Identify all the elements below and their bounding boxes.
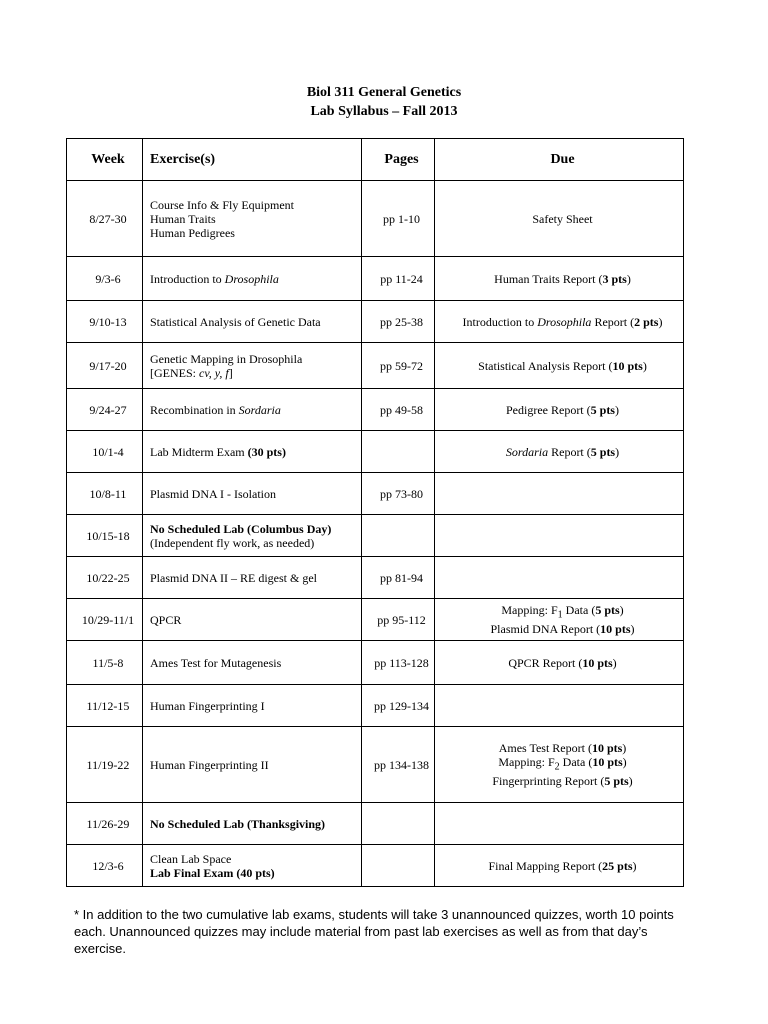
header-exercise: Exercise(s) (143, 139, 362, 181)
pages-cell (362, 515, 435, 557)
footnote: * In addition to the two cumulative lab exams, students will take 3 unannounced quizzes, worth 10 points each. Unannounced quizzes may include material from past lab exercises as well as from that day’s exercise. (74, 907, 674, 956)
due-line (442, 622, 683, 636)
due-cell: Safety Sheet (435, 181, 684, 257)
exercise-bold-line: Lab Final Exam (40 pts) (150, 865, 275, 880)
due-text: Mapping: F (501, 602, 558, 617)
table-row (67, 301, 684, 343)
exercise-bold-line: No Scheduled Lab (Columbus Day) (150, 521, 332, 536)
week-cell: 9/17-20 (67, 343, 143, 389)
due-text: Fingerprinting Report ( (492, 774, 605, 789)
due-italic: Sordaria (505, 444, 549, 459)
exercise-line: (Independent fly work, as needed) (150, 535, 315, 550)
week-cell: 11/26-29 (67, 803, 143, 845)
exercise-cell: Plasmid DNA I - Isolation (143, 473, 362, 515)
pages-cell: pp 49-58 (362, 389, 435, 431)
due-text: ) (622, 754, 627, 769)
due-text: ) (615, 444, 620, 459)
exercise-line: Course Info & Fly Equipment (150, 197, 294, 212)
due-cell (435, 845, 684, 887)
pages-cell (362, 845, 435, 887)
due-points: 5 pts (595, 602, 620, 617)
pages-cell: pp 25-38 (362, 301, 435, 343)
table-row (67, 845, 684, 887)
due-text: ) (626, 271, 631, 286)
due-points: 5 pts (590, 402, 615, 417)
header-week: Week (67, 139, 143, 181)
table-row (67, 557, 684, 599)
exercise-cell: Human Fingerprinting II (143, 727, 362, 803)
exercise-cell (143, 845, 362, 887)
exercise-cell (143, 389, 362, 431)
document-title: Biol 311 General Genetics (306, 85, 462, 100)
exercise-line: Human Traits (150, 211, 216, 226)
due-text: Pedigree Report ( (506, 402, 591, 417)
table-row (67, 343, 684, 389)
due-cell (435, 473, 684, 515)
week-cell: 10/1-4 (67, 431, 143, 473)
due-cell (435, 515, 684, 557)
due-line (442, 741, 683, 755)
table-row (67, 389, 684, 431)
due-text: ) (628, 774, 633, 789)
pages-cell: pp 11-24 (362, 257, 435, 301)
exercise-line: Human Pedigrees (150, 225, 235, 240)
header-due: Due (435, 139, 684, 181)
exercise-text: Recombination in (150, 402, 239, 417)
exercise-italic: Drosophila (224, 271, 279, 286)
due-text: ) (619, 602, 624, 617)
due-cell (435, 803, 684, 845)
due-text: ) (632, 858, 637, 873)
due-points: 10 pts (600, 622, 631, 637)
exercise-line: Clean Lab Space (150, 851, 232, 866)
exercise-cell: Plasmid DNA II – RE digest & gel (143, 557, 362, 599)
week-cell: 10/29-11/1 (67, 599, 143, 641)
due-text: Human Traits Report ( (494, 271, 603, 286)
due-text: Report ( (591, 314, 635, 329)
due-text: Introduction to (462, 314, 538, 329)
due-line (442, 774, 683, 788)
exercise-italic: cv, y, f (199, 365, 229, 380)
exercise-cell (143, 431, 362, 473)
due-text: QPCR Report ( (508, 655, 583, 670)
due-cell (435, 389, 684, 431)
exercise-text: Introduction to (150, 271, 225, 286)
due-cell (435, 727, 684, 803)
exercise-line (150, 366, 361, 380)
week-cell: 9/3-6 (67, 257, 143, 301)
week-cell: 11/5-8 (67, 641, 143, 685)
pages-cell: pp 1-10 (362, 181, 435, 257)
due-text: ) (614, 402, 619, 417)
exercise-text: ] (228, 365, 233, 380)
due-points: 10 pts (591, 740, 623, 755)
due-cell (435, 343, 684, 389)
due-cell (435, 557, 684, 599)
pages-cell: pp 113-128 (362, 641, 435, 685)
exercise-italic: Sordaria (238, 402, 281, 417)
pages-cell (362, 803, 435, 845)
due-points: 10 pts (582, 655, 613, 670)
due-subscript: 2 (554, 761, 560, 773)
due-text: ) (612, 655, 617, 670)
exercise-cell (143, 515, 362, 557)
due-text: Plasmid DNA Report ( (490, 622, 601, 637)
syllabus-table (66, 138, 684, 887)
exercise-text: [GENES: (150, 365, 199, 380)
week-cell: 9/10-13 (67, 301, 143, 343)
due-cell (435, 257, 684, 301)
due-points: 10 pts (592, 754, 623, 769)
due-points: 10 pts (612, 358, 643, 373)
due-cell (435, 599, 684, 641)
table-row (67, 641, 684, 685)
due-text: Report ( (548, 444, 591, 459)
table-row (67, 727, 684, 803)
due-cell (435, 641, 684, 685)
due-text: Ames Test Report ( (498, 740, 592, 755)
due-cell (435, 301, 684, 343)
due-points: 25 pts (602, 858, 633, 873)
due-points: 3 pts (602, 271, 627, 286)
due-text: ) (630, 622, 635, 637)
due-subscript: 1 (557, 609, 563, 621)
exercise-cell (143, 343, 362, 389)
week-cell: 8/27-30 (67, 181, 143, 257)
pages-cell: pp 81-94 (362, 557, 435, 599)
exercise-cell: QPCR (143, 599, 362, 641)
due-italic: Drosophila (537, 314, 592, 329)
due-text: Final Mapping Report ( (488, 858, 603, 873)
exercise-bold-line: No Scheduled Lab (Thanksgiving) (150, 816, 326, 831)
week-cell: 12/3-6 (67, 845, 143, 887)
pages-cell: pp 129-134 (362, 685, 435, 727)
table-row (67, 803, 684, 845)
exercise-cell: Human Fingerprinting I (143, 685, 362, 727)
due-text: Data ( (562, 602, 596, 617)
due-points: 2 pts (634, 314, 659, 329)
week-cell: 11/12-15 (67, 685, 143, 727)
exercise-points: (30 pts) (247, 444, 286, 459)
table-row (67, 515, 684, 557)
week-cell: 11/19-22 (67, 727, 143, 803)
pages-cell: pp 95-112 (362, 599, 435, 641)
due-cell (435, 685, 684, 727)
due-line (442, 603, 683, 622)
exercise-cell (143, 803, 362, 845)
pages-cell: pp 134-138 (362, 727, 435, 803)
document-subtitle: Lab Syllabus – Fall 2013 (310, 104, 458, 119)
exercise-cell (143, 181, 362, 257)
exercise-cell: Ames Test for Mutagenesis (143, 641, 362, 685)
table-row (67, 257, 684, 301)
table-header-row (67, 139, 684, 181)
due-points: 5 pts (604, 774, 629, 789)
due-text: ) (622, 740, 627, 755)
pages-cell: pp 59-72 (362, 343, 435, 389)
week-cell: 10/15-18 (67, 515, 143, 557)
exercise-cell: Statistical Analysis of Genetic Data (143, 301, 362, 343)
table-row (67, 181, 684, 257)
exercise-text: Lab Midterm Exam (150, 444, 248, 459)
due-text: Data ( (559, 754, 593, 769)
due-text: Mapping: F (498, 754, 555, 769)
pages-cell (362, 431, 435, 473)
due-text: ) (642, 358, 647, 373)
table-row (67, 685, 684, 727)
due-line (442, 755, 683, 774)
week-cell: 10/22-25 (67, 557, 143, 599)
due-text: Statistical Analysis Report ( (478, 358, 613, 373)
week-cell: 10/8-11 (67, 473, 143, 515)
due-text: ) (658, 314, 663, 329)
due-cell (435, 431, 684, 473)
week-cell: 9/24-27 (67, 389, 143, 431)
table-row (67, 599, 684, 641)
exercise-line: Genetic Mapping in Drosophila (150, 351, 303, 366)
due-points: 5 pts (590, 444, 616, 459)
header-pages: Pages (362, 139, 435, 181)
table-row (67, 473, 684, 515)
exercise-cell (143, 257, 362, 301)
pages-cell: pp 73-80 (362, 473, 435, 515)
table-row (67, 431, 684, 473)
